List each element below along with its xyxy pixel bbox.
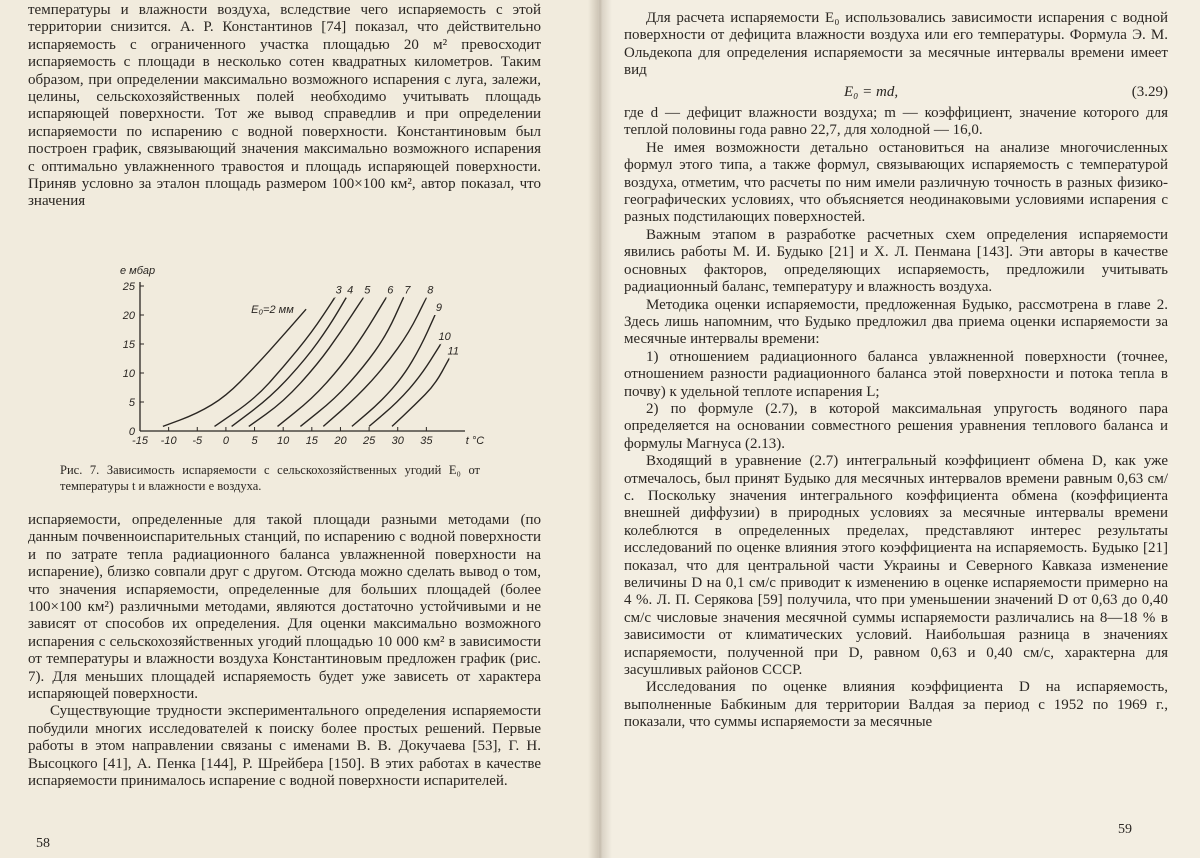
- curve-4: [232, 298, 347, 427]
- left-paragraph-1: температуры и влажности воздуха, вследствие чего испаряемость с этой территории снизится. А. Р. Константинов [74] показал, что действительно испаряемость с ограниченного участка площадью 20 м² превосходит испаряемость с площади в несколько сотен квадратных километров. Таким образом, при определении максимально возможного испарения с луга, залежи, целины, сельскохозяйственных полей необходимо учитывать площадь испаряющей поверхности. Тот же вывод справедлив и при определении испаряемости по испарению с водной поверхности. Константиновым был построен график, связывающий значения максимально возможного испарения с оптимально увлажненного травостоя и площадь испаряющей поверхности. Приняв условно за эталон площадь размером 100×100 км², автор показал, что значения: [28, 2, 541, 210]
- x-tick-label: 10: [277, 435, 290, 447]
- x-tick-label: 30: [391, 435, 404, 447]
- chart-svg: [100, 256, 485, 456]
- x-tick-label: -10: [160, 435, 177, 447]
- curve-label-10: 10: [438, 331, 451, 343]
- right-paragraph-5: Методика оценки испаряемости, предложенная Будыко, рассмотрена в главе 2. Здесь лишь напомним, что Будыко предложил два приема оценки испаряемости за месячные интервалы времени:: [624, 296, 1168, 348]
- x-tick-label: 15: [305, 435, 318, 447]
- right-paragraph-1: Для расчета испаряемости E₀ использовались зависимости испарения с водной поверхности от дефицита влажности воздуха или его температуры. Формула Э. М. Ольдекопа для определения испаряемости за месячные интервалы времени имеет вид: [624, 10, 1168, 79]
- right-paragraph-4: Важным этапом в разработке расчетных схем определения испаряемости явились работы М. И. Будыко [21] и Х. Л. Пенмана [143]. Эти авторы в качестве основных факторов, определяющих испаряемость, предложили учитывать радиационный баланс, температуру и влажность воздуха.: [624, 226, 1168, 296]
- x-tick-label: 20: [334, 435, 347, 447]
- curve-label-11: 11: [447, 345, 459, 358]
- page-number-right: 59: [1118, 822, 1132, 837]
- x-axis-label: t °C: [465, 435, 485, 447]
- right-page: [598, 0, 1200, 858]
- y-tick-label: 15: [122, 339, 135, 351]
- figure-caption: Рис. 7. Зависимость испаряемости с сельскохозяйственных угодий E₀ от температуры t и влажности e воздуха.: [60, 463, 480, 493]
- curve-label-9: 9: [435, 302, 443, 314]
- formula-number: (3.29): [1131, 83, 1168, 100]
- curve-label-7: 7: [404, 284, 411, 297]
- curve-6: [278, 298, 387, 427]
- y-tick-label: 10: [122, 368, 135, 380]
- curve-label-3: 3: [335, 284, 342, 297]
- y-tick-label: 0: [128, 426, 135, 438]
- right-list-item-2: 2) по формуле (2.7), в которой максимальная упругость водяного пара определяется на основании совместного решения уравнения теплового баланса и формулы Магнуса (2.13).: [624, 400, 1168, 452]
- x-tick-label: 35: [420, 435, 433, 447]
- page-number-left: 58: [36, 836, 50, 851]
- x-tick-label: -5: [192, 435, 203, 447]
- curve-label-5: 5: [364, 284, 371, 297]
- y-tick-label: 20: [122, 310, 135, 322]
- right-paragraph-2: где d — дефицит влажности воздуха; m — коэффициент, значение которого для теплой половины года равно 22,7, для холодной — 16,0.: [624, 105, 1168, 139]
- book-gutter: [588, 0, 612, 858]
- x-tick-label: -15: [132, 435, 148, 447]
- right-list-item-1: 1) отношением радиационного баланса увлажненной поверхности (точнее, отношением разности радиационного баланса этой поверхности и потока тепла в почву) к удельной теплоте испарения L;: [624, 348, 1168, 400]
- curve-label-2: E₀=2 мм: [251, 304, 294, 317]
- y-tick-label: 5: [128, 397, 135, 409]
- curve-11: [392, 358, 449, 426]
- right-paragraph-6: Входящий в уравнение (2.7) интегральный коэффициент обмена D, как уже отмечалось, был принят Будыко для месячных интервалов времени равным 0,63 см/с. Поскольку значения интегрального коэффициента обмена (коэффициента внешней диффузии) в природных условиях за месячные интервалы времени колеблются в определенных пределах, представляют интерес результаты исследований по оценке влияния этого коэффициента на испаряемость. Будыко [21] показал, что для центральной части Украины и Северного Кавказа изменение величины D на 0,1 см/с приводит к изменению в оценке испаряемости примерно на 4 %. Л. П. Серякова [59] получила, что при уменьшении значений D от 0,63 до 0,40 см/с числовые значения месячной суммы испаряемости различались на 8—18 % в зависимости от климатических условий. Наибольшая разница в значениях испаряемости, полученной при D, равном 0,63 и 0,40 см/с, характерна для засушливых районов СССР.: [624, 453, 1168, 679]
- right-paragraph-3: Не имея возможности детально остановиться на анализе многочисленных формул этого типа, а также формул, связывающих испаряемость с температурой воздуха, отметим, что расчеты по ним имели различную точность в разных физико-географических условиях, что объясняется неодинаковыми условиями испарения с разных подстилающих поверхностей.: [624, 139, 1168, 226]
- curve-9: [352, 315, 435, 426]
- left-page: [0, 0, 598, 858]
- right-text: [624, 10, 1168, 732]
- figure-7-chart: [100, 256, 485, 456]
- formula-3-29: [624, 84, 1168, 101]
- curve-label-4: 4: [347, 284, 354, 297]
- left-text-top: [28, 2, 541, 211]
- left-paragraph-3: Существующие трудности экспериментального определения испаряемости побудили многих исследователей к поиску более простых решений. Первые работы в этом направлении связаны с именами В. В. Докучаева [53], Г. Н. Высоцкого [41], А. Пенка [144], Р. Шрейбера [150]. В этих работах в качестве испаряемости принималось испарение с водной поверхности испарителей.: [28, 703, 541, 790]
- curve-2: [163, 309, 306, 426]
- x-tick-label: 5: [251, 435, 258, 447]
- curve-label-8: 8: [427, 284, 434, 297]
- left-paragraph-2: испаряемости, определенные для такой площади разными методами (по данным почвенноиспарительных станций, по испарению с водной поверхности и по затрате тепла радиационного баланса увлажненной поверхности на испарение), близко совпали друг с другом. Отсюда можно сделать вывод о том, что значения испаряемости, определенные для больших площадей (более 100×100 км²) различными методами, являются достаточно устойчивыми и не зависят от способов их определения. Для оценки максимально возможного испарения с сельскохозяйственных угодий площадью 10 000 км² в зависимости от температуры и влажности воздуха Константиновым предложен график (рис. 7). Для меньших площадей испаряемость будет уже зависеть от характера испаряющей поверхности.: [28, 512, 541, 703]
- x-tick-label: 25: [362, 435, 376, 447]
- right-paragraph-7: Исследования по оценке влияния коэффициента D на испаряемость, выполненные Бабкиным для территории Валдая за период с 1952 по 1969 г., показали, что суммы испаряемости за месячные: [624, 679, 1168, 731]
- x-tick-label: 0: [222, 435, 229, 447]
- left-text-bottom: [28, 512, 541, 791]
- y-tick-label: 25: [122, 281, 135, 293]
- y-axis-label: e мбар: [120, 265, 156, 277]
- curve-label-6: 6: [387, 284, 394, 297]
- formula-expression: E₀ = md,: [844, 83, 899, 100]
